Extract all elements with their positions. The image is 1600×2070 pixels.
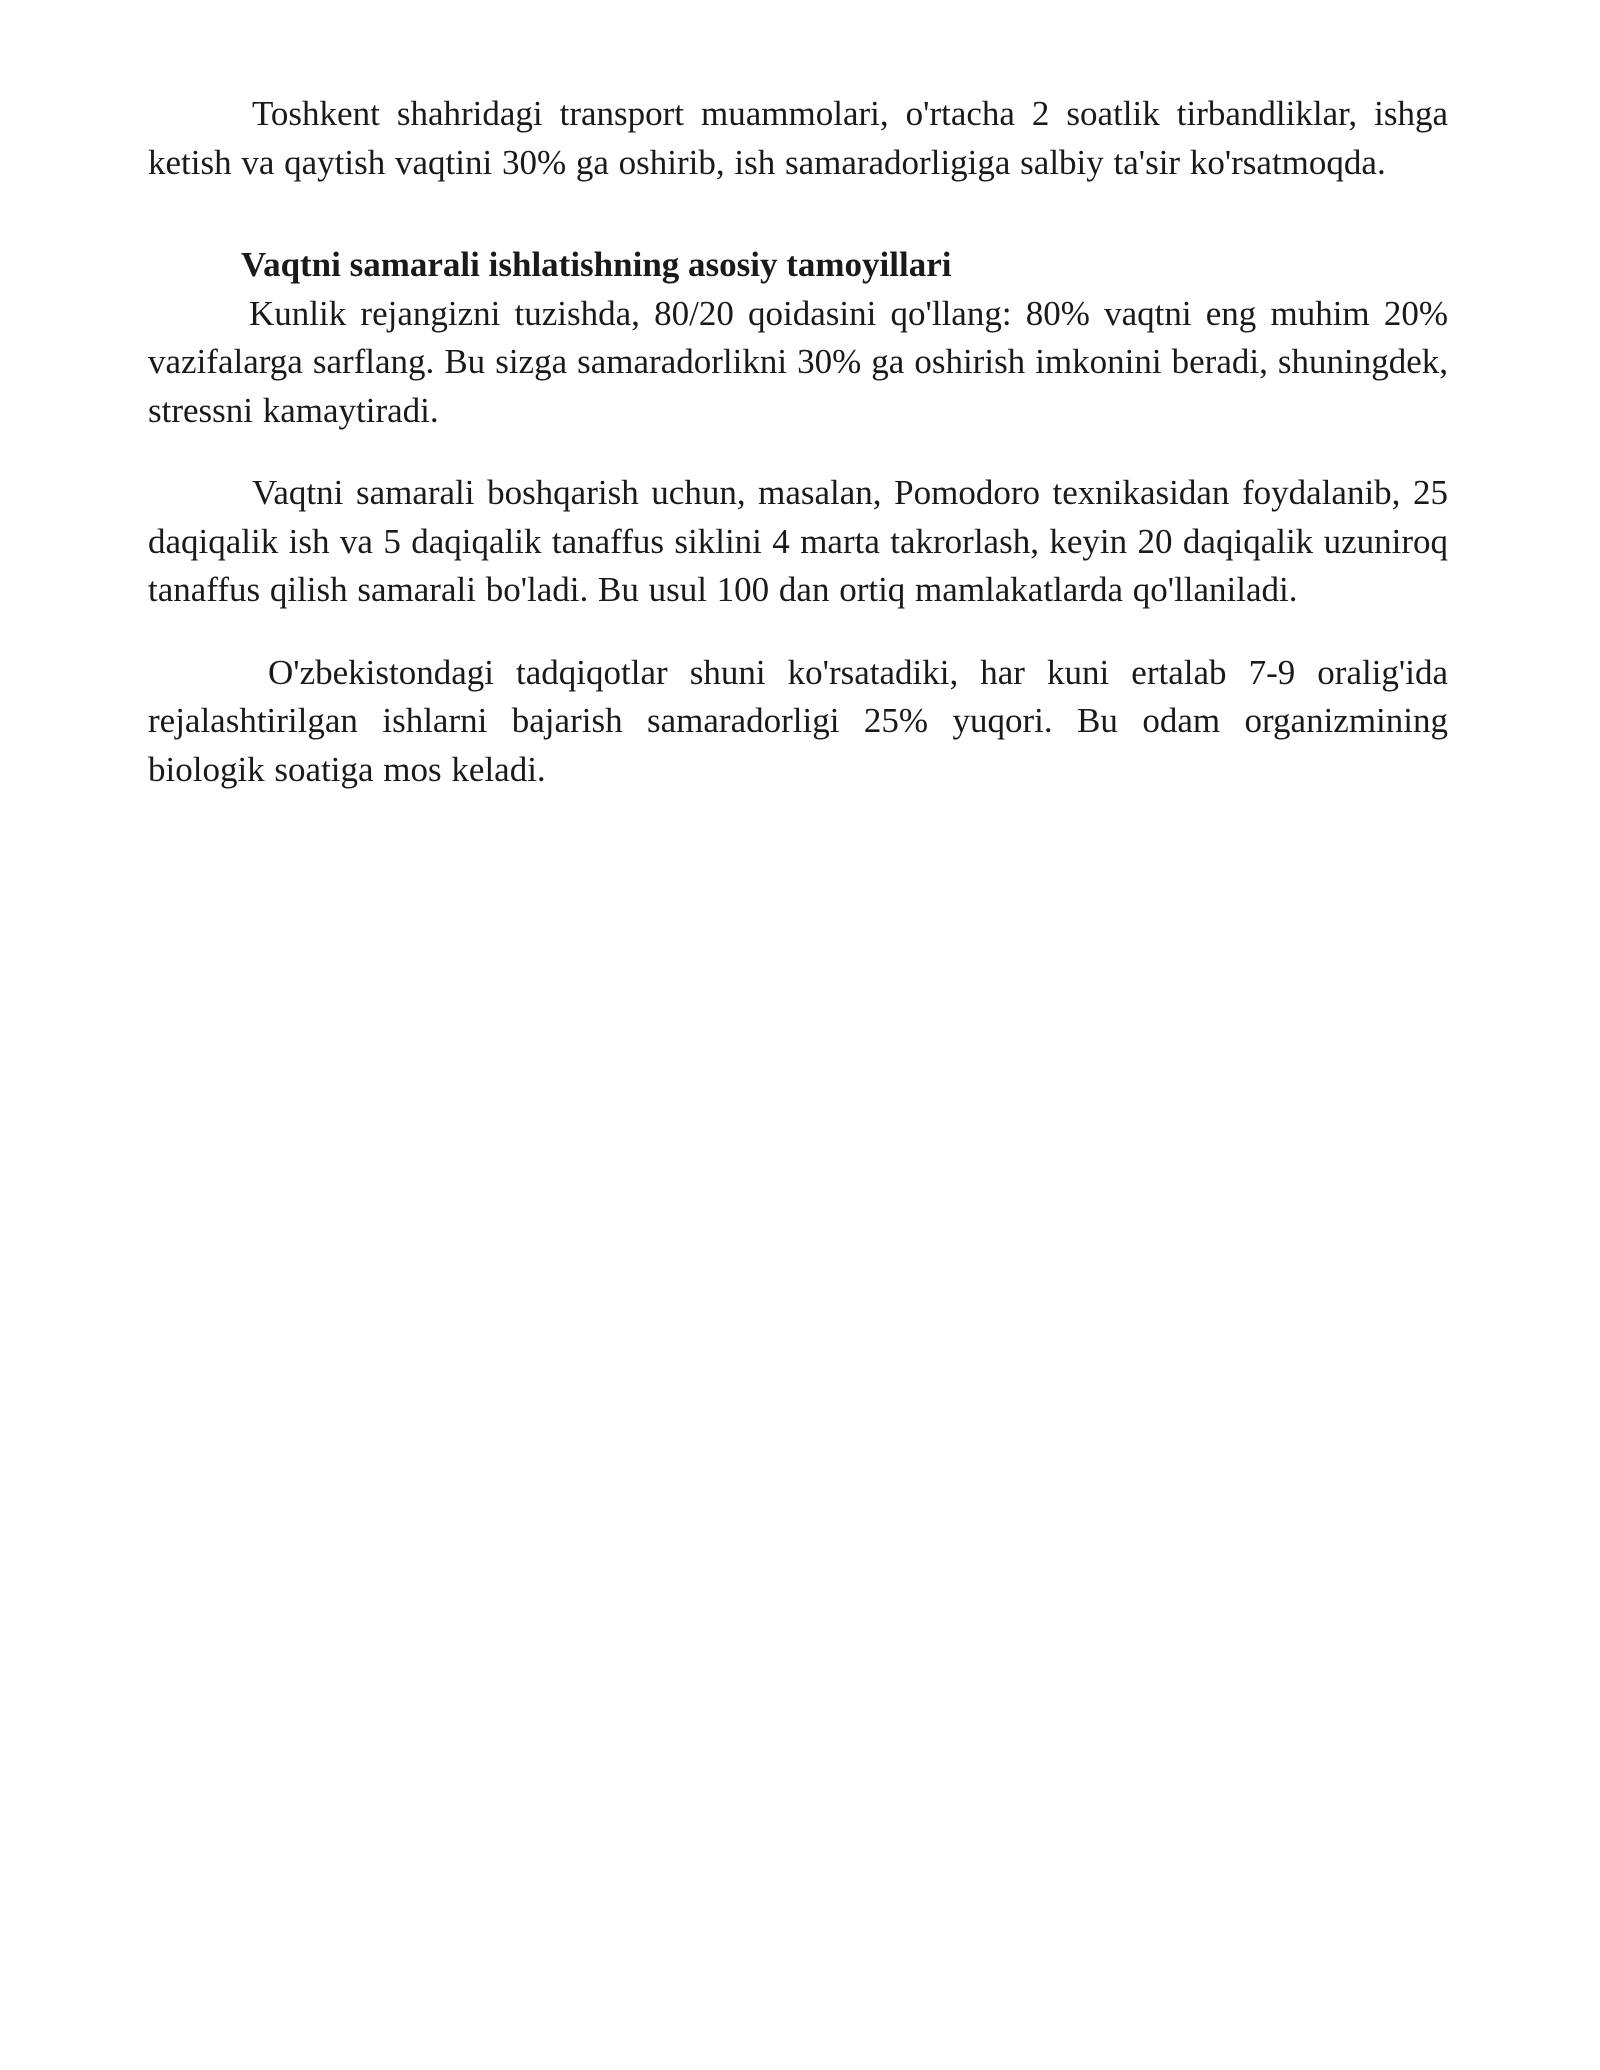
section-heading: Vaqtni samarali ishlatishning asosiy tamoyillari (241, 245, 952, 284)
paragraph-transport-problems: Toshkent shahridagi transport muammolari, o'rtacha 2 soatlik tirbandliklar, ishga ketish va qaytish vaqtini 30% ga oshirib, ish samaradorligiga salbiy ta'sir ko'rsatmoqda. (148, 94, 1448, 182)
paragraph-pomodoro: Vaqtni samarali boshqarish uchun, masalan, Pomodoro texnikasidan foydalanib, 25 daqiqalik ish va 5 daqiqalik tanaffus siklini 4 marta takrorlash, keyin 20 daqiqalik uzuniroq tanaffus qilish samarali bo'ladi. Bu usul 100 dan ortiq mamlakatlarda qo'llaniladi. (148, 473, 1448, 609)
paragraph-80-20-rule: Kunlik rejangizni tuzishda, 80/20 qoidasini qo'llang: 80% vaqtni eng muhim 20% vazifalarga sarflang. Bu sizga samaradorlikni 30% ga oshirish imkonini beradi, shuningdek, stressni kamaytiradi. (148, 293, 1448, 430)
paragraph-research: O'zbekistondagi tadqiqotlar shuni ko'rsatadiki, har kuni ertalab 7-9 oralig'ida rejalashtirilgan ishlarni bajarish samaradorligi 25% yuqori. Bu odam organizmining biologik soatiga mos keladi. (148, 652, 1448, 789)
document-body (148, 90, 1448, 794)
